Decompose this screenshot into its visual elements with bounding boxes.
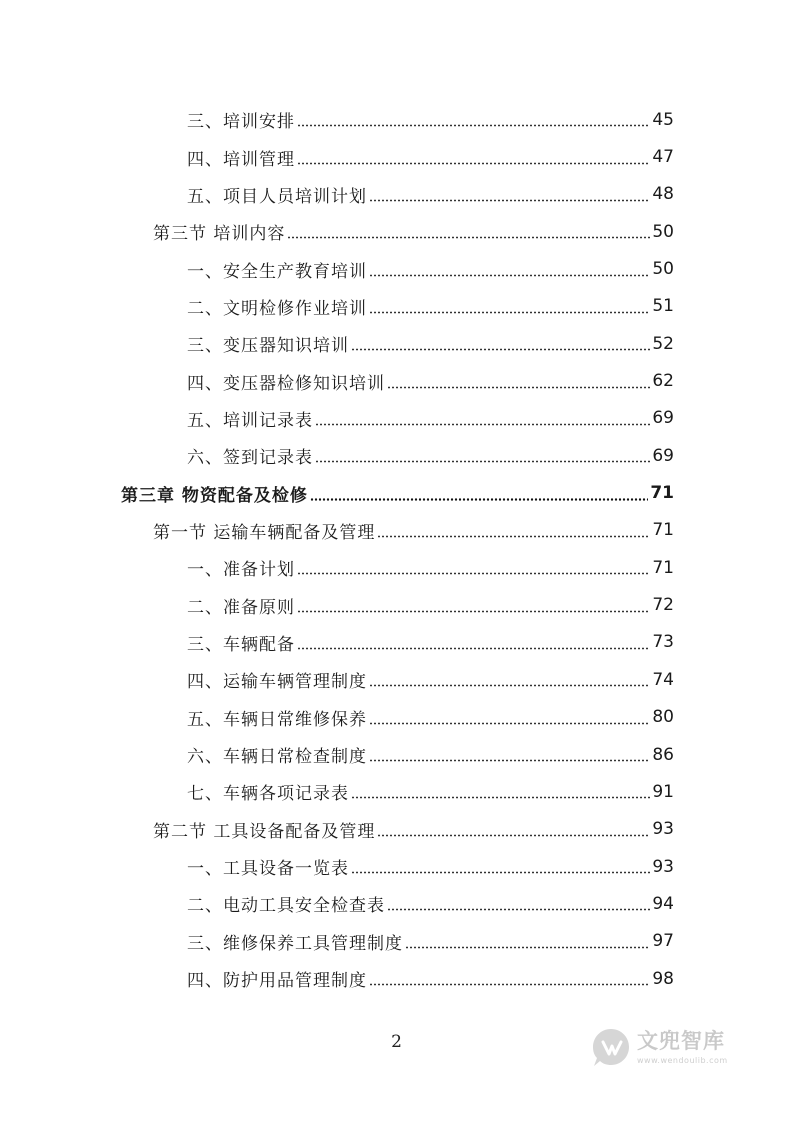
toc-entry-title: 一、准备计划 (187, 560, 295, 581)
toc-entry[interactable] (0, 923, 793, 960)
toc-entry-page: 72 (652, 595, 674, 616)
page-number: 2 (391, 1032, 402, 1052)
toc-entry[interactable] (0, 549, 793, 586)
watermark-text (637, 1031, 728, 1065)
toc-entry-title: 六、签到记录表 (187, 448, 313, 469)
toc-entry-page: 47 (652, 147, 674, 168)
toc-leader-dots (377, 535, 650, 538)
toc-entry[interactable] (0, 736, 793, 773)
toc-entry[interactable] (0, 699, 793, 736)
toc-section-entry[interactable] (0, 811, 793, 848)
toc-entry[interactable] (0, 848, 793, 885)
toc-entry-title: 四、培训管理 (187, 149, 295, 170)
toc-entry[interactable] (0, 400, 793, 437)
toc-entry-title: 二、电动工具安全检查表 (187, 896, 385, 917)
toc-leader-dots (297, 124, 650, 127)
toc-leader-dots (287, 236, 650, 239)
table-of-contents (0, 101, 793, 997)
toc-leader-dots (369, 684, 650, 687)
toc-entry-page: 45 (652, 109, 674, 130)
toc-entry-page: 94 (652, 893, 674, 914)
toc-entry-page: 93 (652, 856, 674, 877)
toc-entry-title: 三、培训安排 (187, 112, 295, 133)
toc-leader-dots (297, 610, 650, 613)
toc-entry-page: 91 (652, 781, 674, 802)
toc-leader-dots (369, 199, 650, 202)
toc-entry-page: 69 (652, 445, 674, 466)
toc-leader-dots (351, 871, 650, 874)
toc-entry-page: 71 (652, 520, 674, 541)
toc-leader-dots (351, 348, 650, 351)
toc-entry-page: 69 (652, 408, 674, 429)
toc-entry-page: 97 (652, 931, 674, 952)
toc-entry-page: 71 (650, 483, 674, 504)
toc-leader-dots (297, 647, 650, 650)
toc-leader-dots (369, 983, 650, 986)
toc-entry-page: 80 (652, 707, 674, 728)
toc-entry[interactable] (0, 101, 793, 138)
wendou-logo-icon (589, 1026, 633, 1070)
toc-leader-dots (387, 386, 650, 389)
toc-entry[interactable] (0, 661, 793, 698)
toc-entry[interactable] (0, 773, 793, 810)
toc-entry-page: 98 (652, 968, 674, 989)
toc-entry[interactable] (0, 586, 793, 623)
toc-entry-title: 三、车辆配备 (187, 634, 295, 655)
toc-entry[interactable] (0, 960, 793, 997)
toc-section-entry[interactable] (0, 512, 793, 549)
toc-entry-title: 六、车辆日常检查制度 (187, 747, 367, 768)
toc-entry-page: 93 (652, 819, 674, 840)
toc-entry[interactable] (0, 176, 793, 213)
toc-entry-page: 52 (652, 333, 674, 354)
toc-chapter-entry[interactable] (0, 474, 793, 511)
toc-entry-title: 三、维修保养工具管理制度 (187, 933, 403, 954)
toc-leader-dots (377, 834, 650, 837)
watermark (589, 1020, 759, 1076)
toc-entry[interactable] (0, 138, 793, 175)
toc-leader-dots (315, 423, 650, 426)
toc-entry[interactable] (0, 885, 793, 922)
toc-leader-dots (297, 572, 650, 575)
toc-entry-page: 48 (652, 184, 674, 205)
toc-entry-title: 七、车辆各项记录表 (187, 784, 349, 805)
toc-entry-page: 50 (652, 259, 674, 280)
toc-entry-title: 五、车辆日常维修保养 (187, 709, 367, 730)
toc-entry[interactable] (0, 325, 793, 362)
toc-leader-dots (387, 908, 650, 911)
toc-entry-title: 二、文明检修作业培训 (187, 298, 367, 319)
toc-entry-title: 四、变压器检修知识培训 (187, 373, 385, 394)
toc-entry-title: 五、培训记录表 (187, 410, 313, 431)
toc-entry-title: 三、变压器知识培训 (187, 336, 349, 357)
toc-entry-title: 第三章 物资配备及检修 (121, 485, 308, 506)
toc-entry-title: 一、工具设备一览表 (187, 859, 349, 880)
toc-entry-title: 四、防护用品管理制度 (187, 971, 367, 992)
toc-leader-dots (369, 722, 650, 725)
toc-leader-dots (297, 162, 650, 165)
toc-entry-page: 71 (652, 557, 674, 578)
toc-entry-page: 62 (652, 371, 674, 392)
toc-entry-page: 50 (652, 221, 674, 242)
toc-entry[interactable] (0, 362, 793, 399)
toc-leader-dots (369, 274, 650, 277)
toc-leader-dots (369, 311, 650, 314)
toc-entry-page: 73 (652, 632, 674, 653)
toc-entry-title: 第一节 运输车辆配备及管理 (153, 522, 376, 543)
toc-leader-dots (369, 759, 650, 762)
toc-leader-dots (351, 796, 650, 799)
toc-entry-title: 四、运输车辆管理制度 (187, 672, 367, 693)
toc-entry-title: 第二节 工具设备配备及管理 (153, 821, 376, 842)
watermark-name: 文兜智库 (637, 1029, 725, 1053)
toc-entry-title: 一、安全生产教育培训 (187, 261, 367, 282)
toc-entry-page: 74 (652, 669, 674, 690)
toc-entry[interactable] (0, 288, 793, 325)
toc-entry-page: 86 (652, 744, 674, 765)
toc-leader-dots (310, 498, 648, 501)
toc-section-entry[interactable] (0, 213, 793, 250)
toc-entry-title: 第三节 培训内容 (153, 224, 286, 245)
toc-entry[interactable] (0, 250, 793, 287)
toc-entry-title: 二、准备原则 (187, 597, 295, 618)
toc-leader-dots (405, 946, 650, 949)
toc-leader-dots (315, 460, 650, 463)
toc-entry-page: 51 (652, 296, 674, 317)
toc-entry-title: 五、项目人员培训计划 (187, 186, 367, 207)
toc-entry[interactable] (0, 624, 793, 661)
toc-entry[interactable] (0, 437, 793, 474)
watermark-url: www.wendoulib.com (637, 1056, 728, 1065)
